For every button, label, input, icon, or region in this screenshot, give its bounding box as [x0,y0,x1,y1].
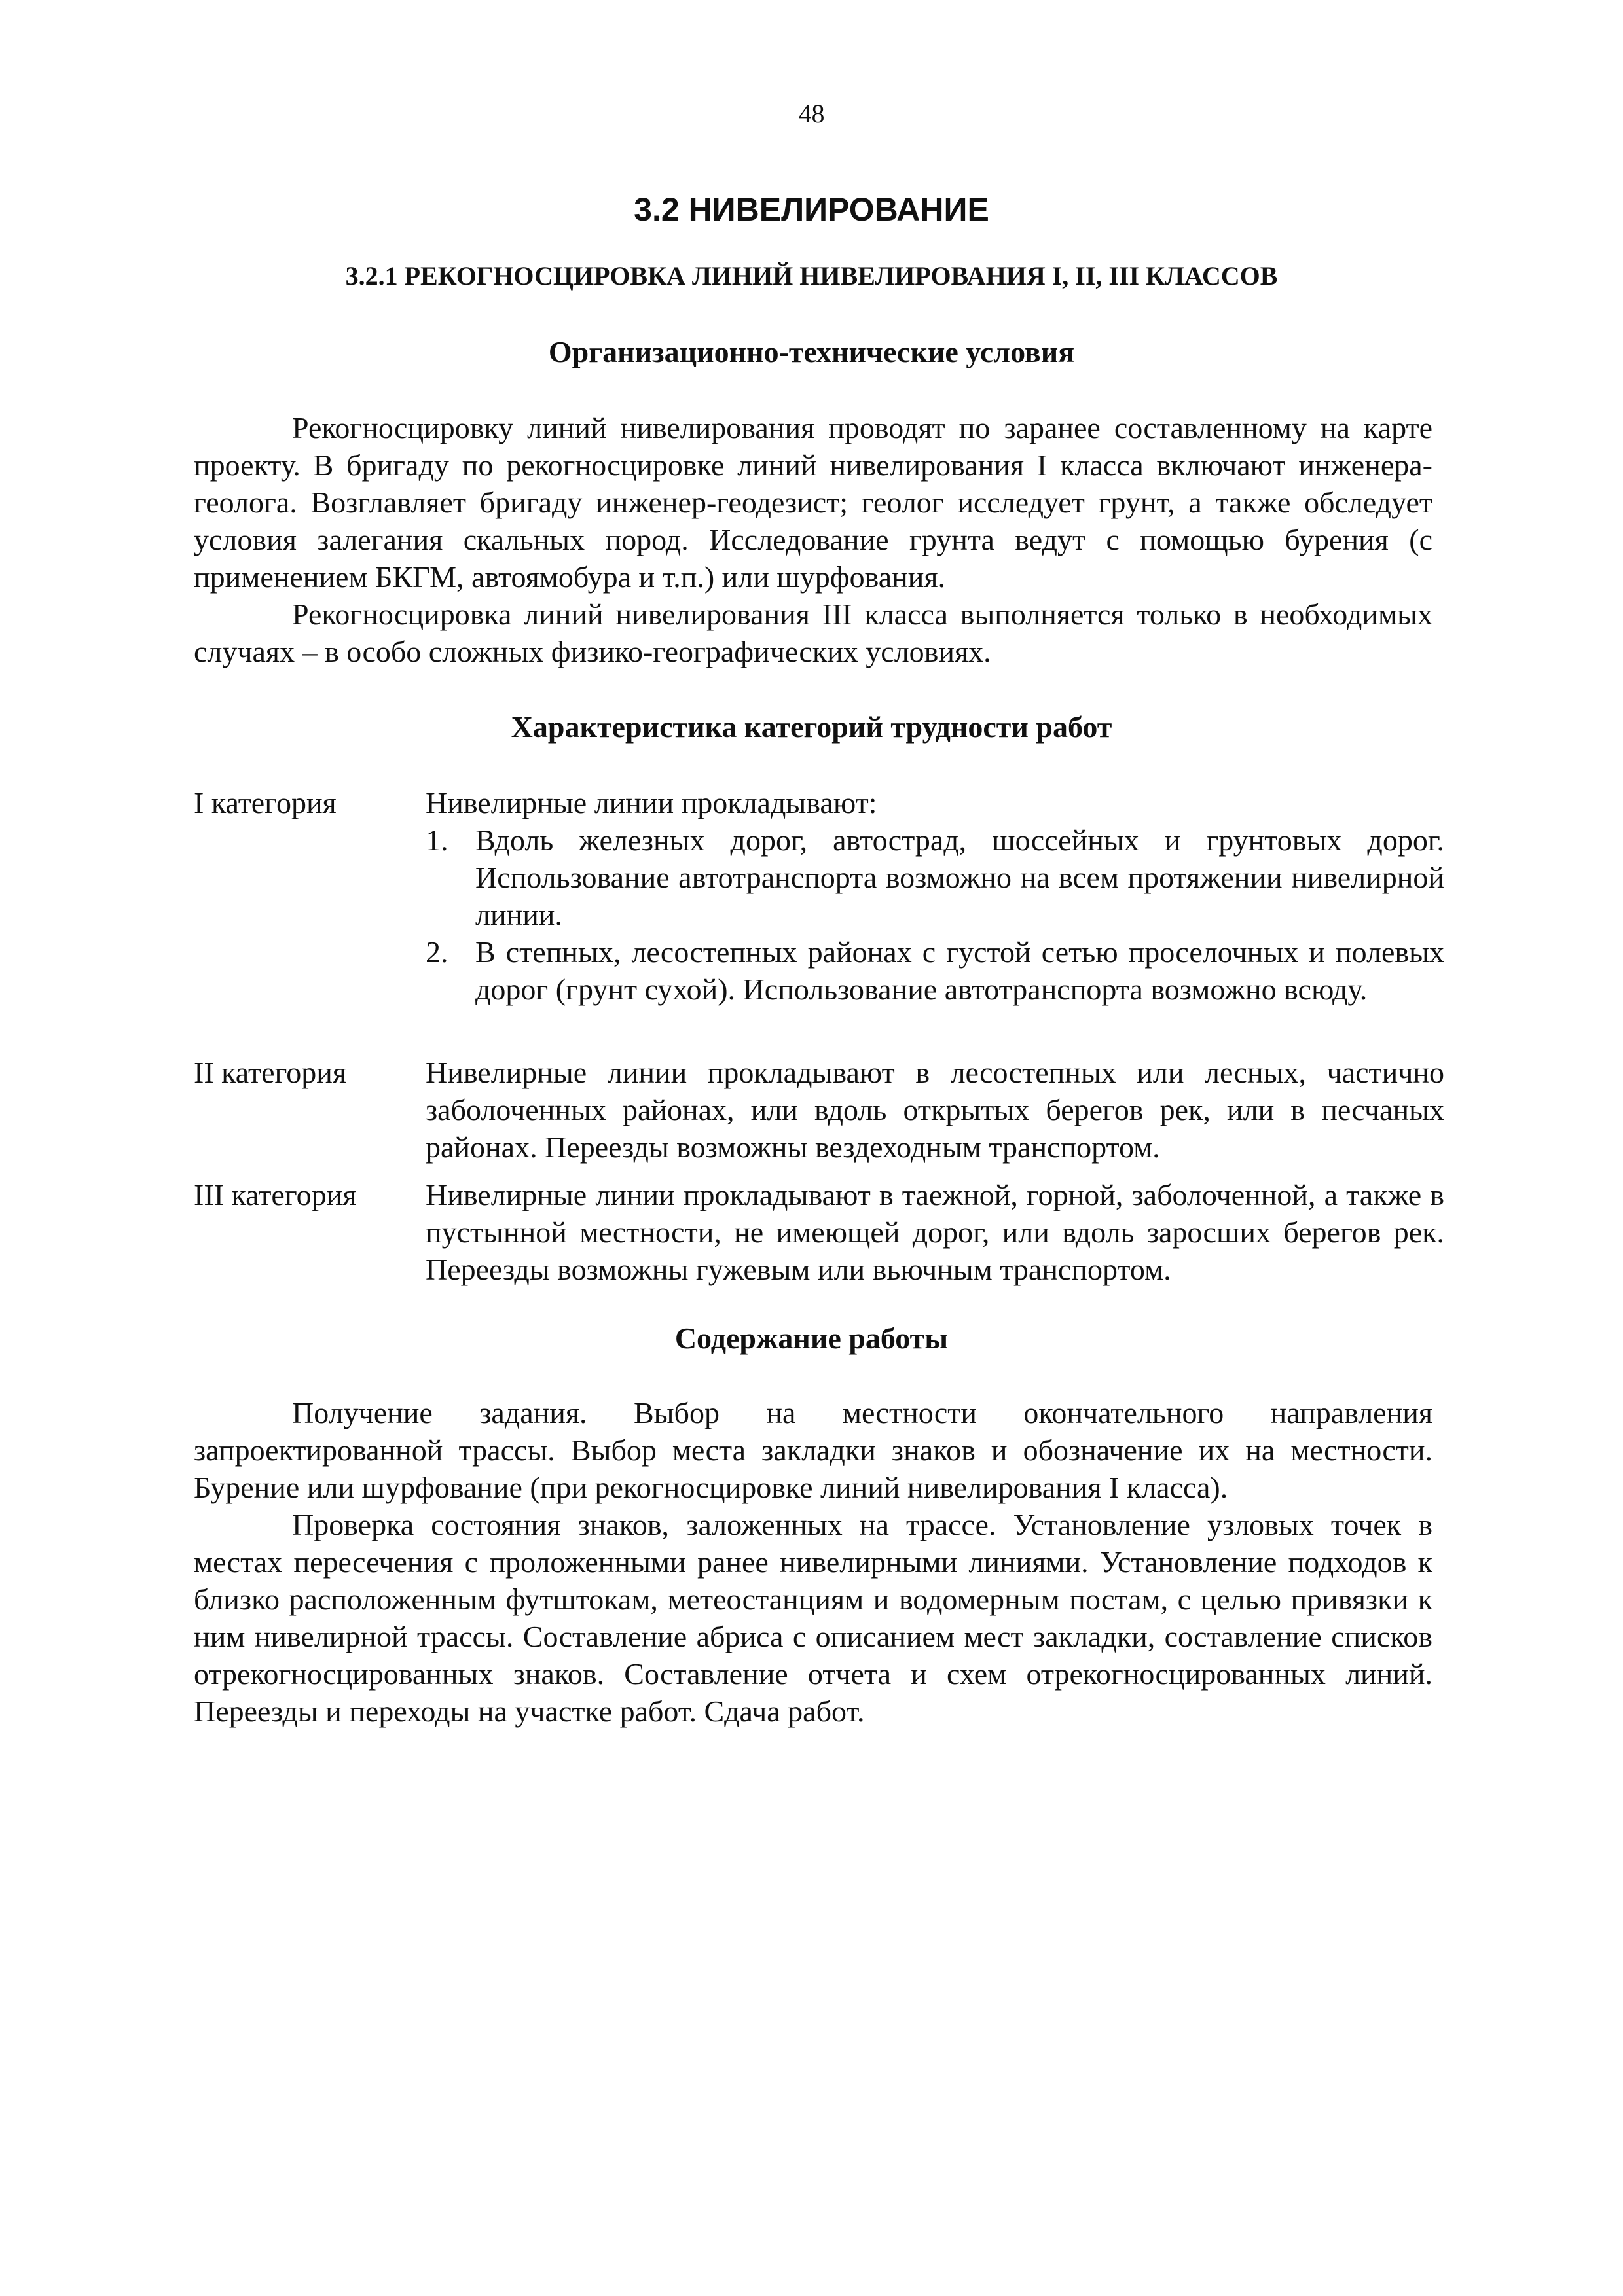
work-paragraph-1: Получение задания. Выбор на местности окончательного направления запроектированной трассы. Выбор места закладки знаков и обозначение их на местности. Бурение или шурфование (при рекогносцировке линий нивелирования I класса). [194,1396,1432,1504]
categories-heading: Характеристика категорий трудности работ [511,710,1112,744]
category-1-label: I категория [194,786,337,819]
section-title: 3.2 НИВЕЛИРОВАНИЕ [634,191,989,228]
list-item-number: 2. [426,935,448,969]
category-3-label: III категория [194,1178,357,1211]
org-conditions-heading: Организационно-технические условия [548,335,1075,368]
list-item-text: Вдоль железных дорог, автострад, шоссейных и грунтовых дорог. Использование автотранспорта возможно на всем протяжении нивелирной линии. [475,823,1444,931]
category-2-text: Нивелирные линии прокладывают в лесостепных или лесных, частично заболоченных районах, или вдоль открытых берегов рек, или в песчаных районах. Переезды возможны вездеходным транспортом. [426,1056,1444,1164]
category-1-list [426,821,1444,1008]
list-item [426,821,1444,933]
category-1-body [426,784,1444,1008]
org-conditions-text [194,409,1432,670]
category-2-label: II категория [194,1056,347,1089]
category-1-intro: Нивелирные линии прокладывают: [426,786,877,819]
list-item-text: В степных, лесостепных районах с густой сетью проселочных и полевых дорог (грунт сухой). Использование автотранспорта возможно всюду. [475,935,1444,1006]
work-content-text [194,1394,1432,1730]
page-number: 48 [798,99,825,128]
subsection-title: 3.2.1 РЕКОГНОСЦИРОВКА ЛИНИЙ НИВЕЛИРОВАНИЯ I, II, III КЛАССОВ [345,261,1278,291]
org-paragraph-2: Рекогносцировка линий нивелирования III класса выполняется только в необходимых случаях – в особо сложных физико-географических условиях. [194,598,1432,668]
list-item [426,933,1444,1008]
list-item-number: 1. [426,823,448,857]
work-paragraph-2: Проверка состояния знаков, заложенных на трассе. Установление узловых точек в местах пересечения с проложенными ранее нивелирными линиями. Установление подходов к близко расположенным футштокам, метеостанциям и водомерным постам, с целью привязки к ним нивелирной трассы. Составление абриса с описанием мест закладки, составление списков отрекогносцированных знаков. Составление отчета и схем отрекогносцированных линий. Переезды и переходы на участке работ. Сдача работ. [194,1508,1432,1728]
category-3-text: Нивелирные линии прокладывают в таежной, горной, заболоченной, а также в пустынной местности, не имеющей дорог, или вдоль заросших берегов рек. Переезды возможны гужевым или вьючным транспортом. [426,1178,1444,1286]
work-content-heading: Содержание работы [674,1321,949,1355]
org-paragraph-1: Рекогносцировку линий нивелирования проводят по заранее составленному на карте проекту. В бригаду по рекогносцировке линий нивелирования I класса включают инженера-геолога. Возглавляет бригаду инженер-геодезист; геолог исследует грунт, а также обследует условия залегания скальных пород. Исследование грунта ведут с помощью бурения (с применением БКГМ, автоямобура и т.п.) или шурфования. [194,411,1432,594]
